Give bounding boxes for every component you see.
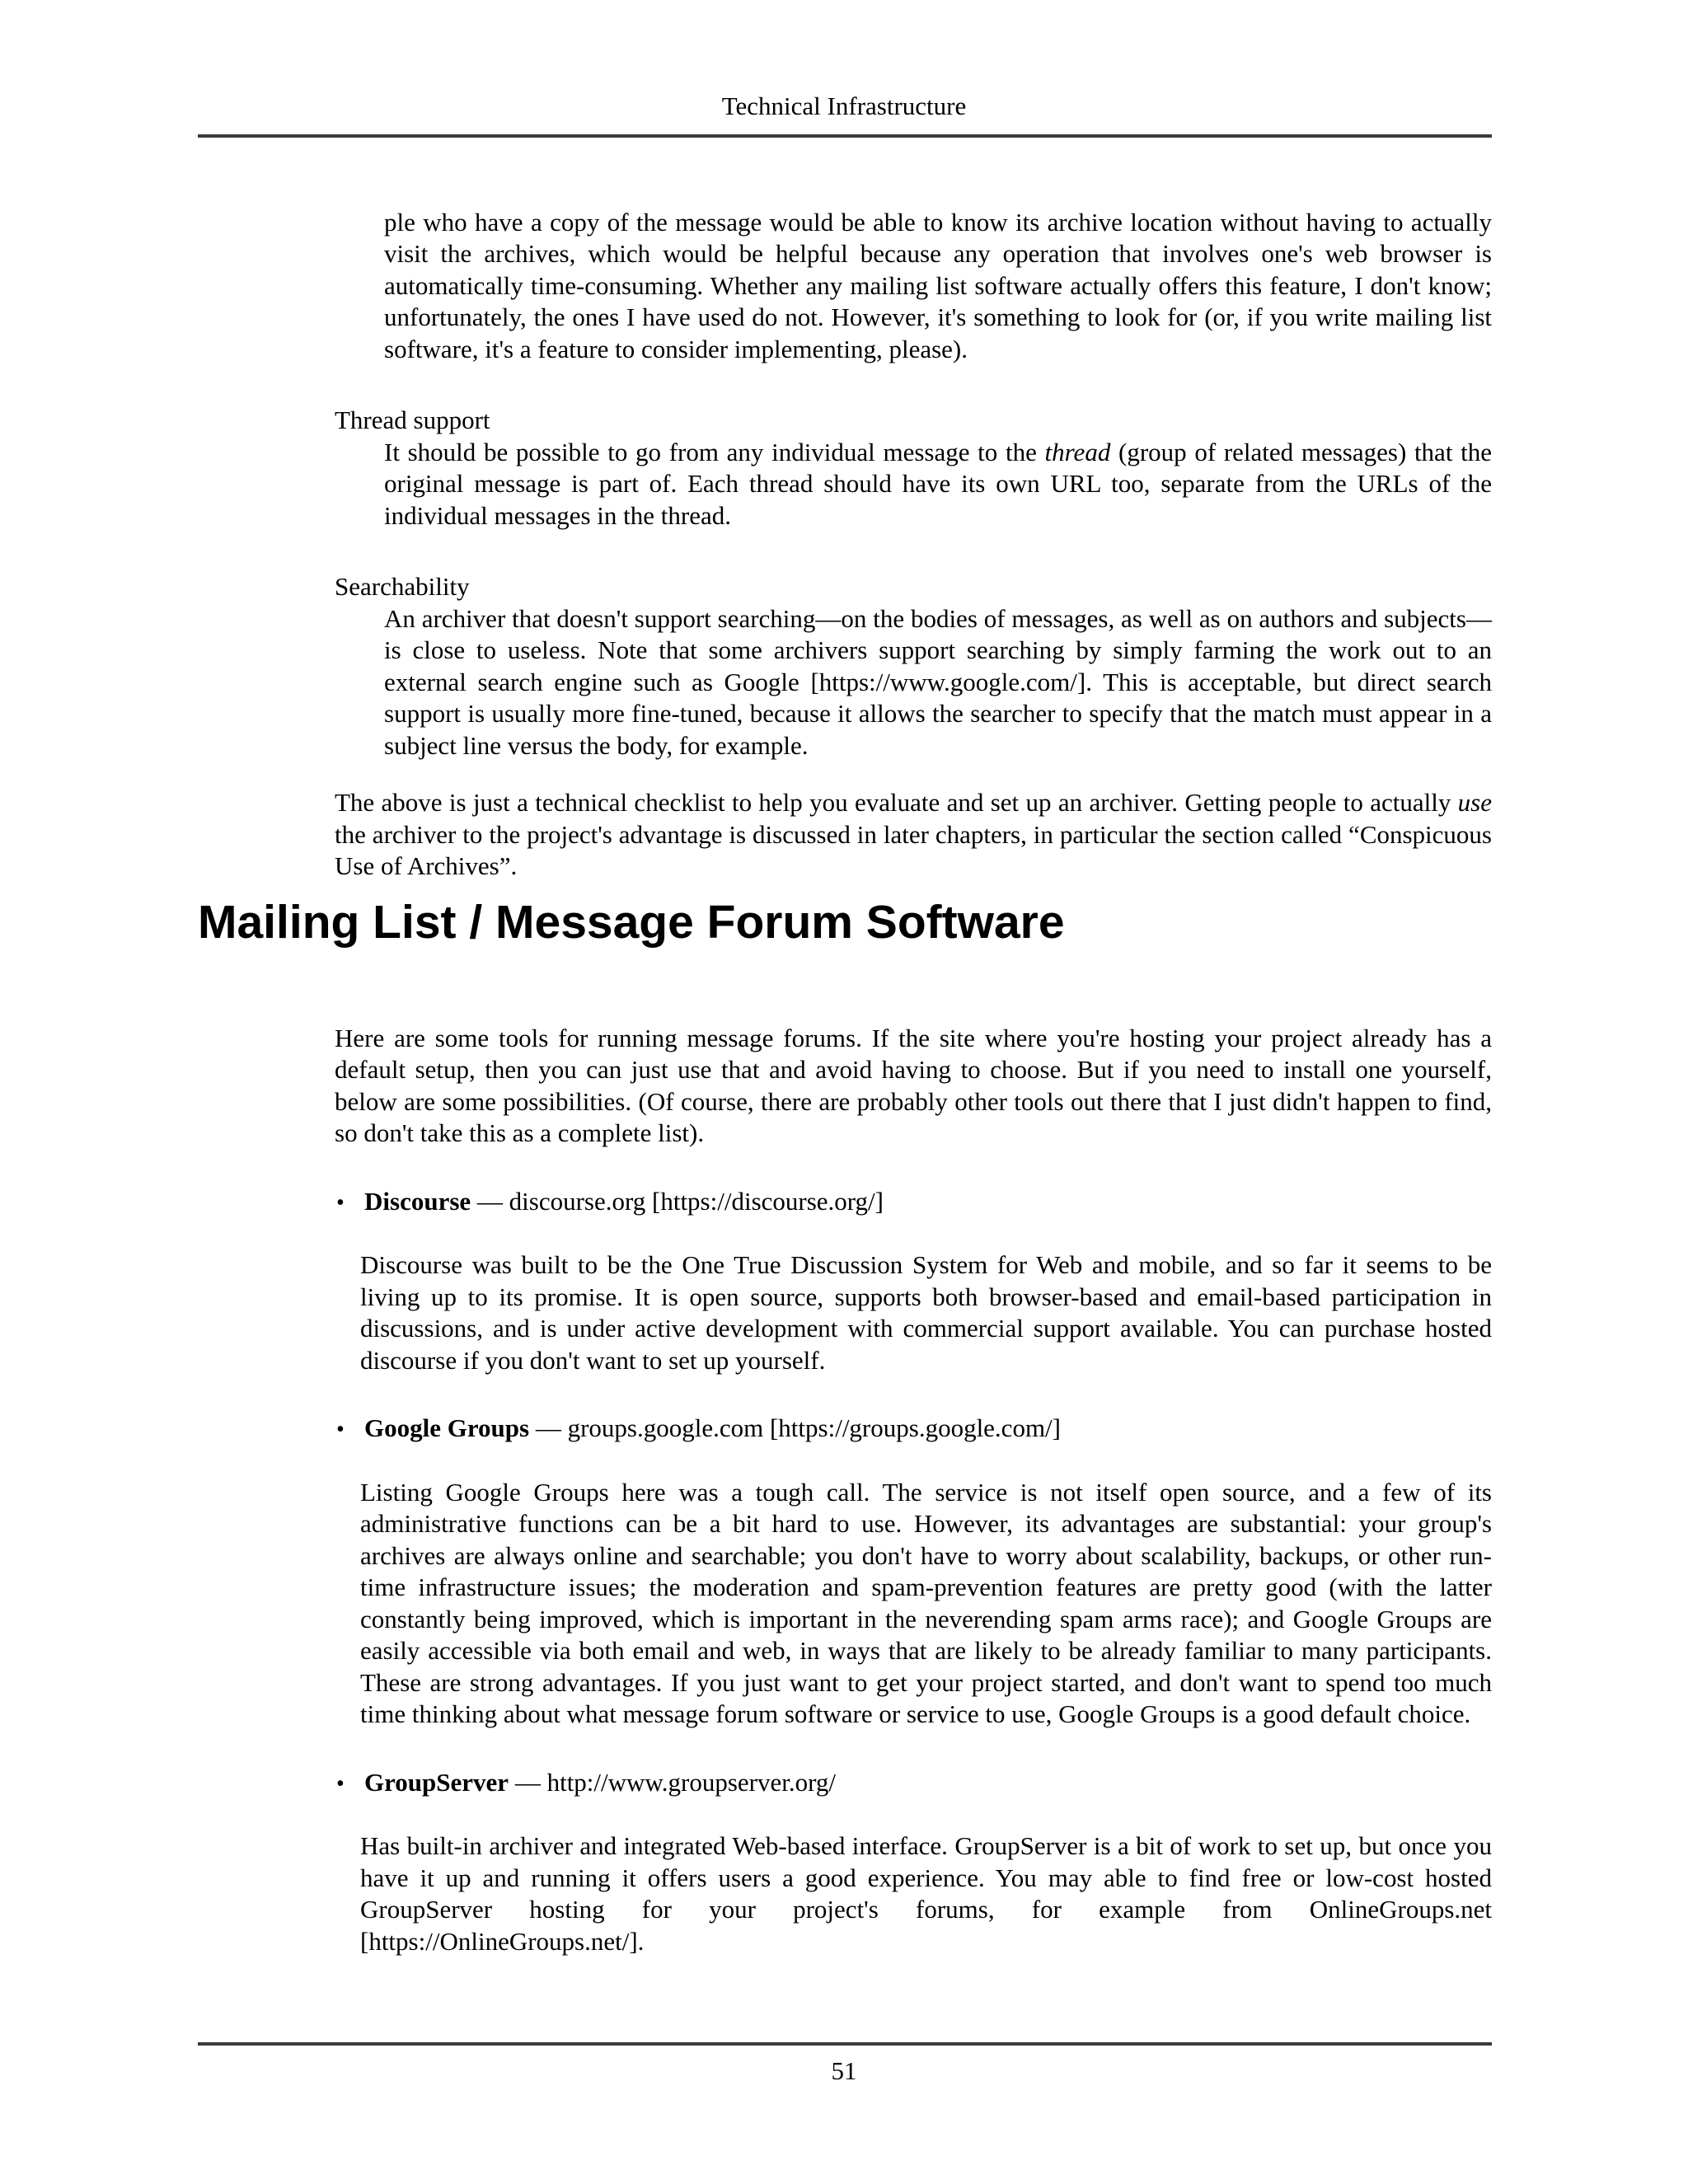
tool-description-discourse: Discourse was built to be the One True Discussion System for Web and mobile, and so far it seems to be living up to its promise. It is open source, supports both browser-based and email-based participation in discussions, and is under active development with commercial support available. You can purchase hosted discourse if you don't want to set up yourself. [360,1250,1492,1375]
tool-name-discourse: Discourse [364,1186,471,1216]
section-heading-mailing-list: Mailing List / Message Forum Software [198,895,1065,949]
thread-support-paragraph [384,437,1492,532]
list-item-discourse [0,1186,1688,1377]
definition-term-searchability: Searchability [335,572,470,601]
use-italic-word: use [1457,788,1492,817]
thread-italic-word: thread [1044,437,1111,466]
tool-name-groupserver: GroupServer [364,1767,509,1797]
forum-intro-paragraph: Here are some tools for running message forums. If the site where you're hosting your project already has a default setup, then you can just use that and avoid having to choose. But if you need to install one yourself, below are some possibilities. (Of course, there are probably other tools out there that I just didn't happen to find, so don't take this as a complete list). [335,1023,1492,1147]
paragraph-archive-location-continuation: ple who have a copy of the message would be able to know its archive location without having to actually visit the archives, which would be helpful because any operation that involves one's web browser is automatically time-consuming. Whether any mailing list software actually offers this feature, I don't know; unfortunately, the ones I have used do not. However, it's something to look for (or, if you write mailing list software, it's a feature to consider implementing, please). [384,207,1492,363]
page-footer [0,2042,1688,2088]
page-header [0,0,1688,138]
page-number: 51 [831,2056,857,2085]
closing-text-after: the archiver to the project's advantage is discussed in later chapters, in particular the section called “Conspicuous Use of Archives”. [335,819,1492,880]
archiver-closing-paragraph [335,787,1492,883]
page-body [0,207,1688,1958]
groupserver-bullet-line [336,1767,1492,1801]
tool-link-discourse: — discourse.org [https://discourse.org/] [471,1186,884,1216]
bullet-icon: • [336,1417,345,1442]
archiver-checklist [0,405,1688,762]
list-item-google-groups [0,1413,1688,1731]
tool-name-google-groups: Google Groups [364,1413,530,1442]
list-item-groupserver [0,1767,1688,1958]
closing-text-before: The above is just a technical checklist to help you evaluate and set up an archiver. Getting people to actually [335,788,1458,817]
google-groups-bullet-line [336,1413,1492,1446]
tool-link-groupserver: — http://www.groupserver.org/ [509,1767,837,1797]
tool-description-google-groups: Listing Google Groups here was a tough call. The service is not itself open source, and a few of its administrative functions can be a bit hard to use. However, its advantages are substantial: your group's archives are always online and searchable; you don't have to worry about scalability, backups, or other run-time infrastructure issues; the moderation and spam-prevention features are pretty good (with the latter constantly being improved, which is important in the neverending spam arms race); and Google Groups are easily accessible via both email and web, in ways that are likely to be already familiar to many participants. These are strong advantages. If you just want to get your project started, and don't want to spend too much time thinking about what message forum software or service to use, Google Groups is a good default choice. [360,1477,1492,1728]
footer-rule [198,2042,1492,2046]
bullet-icon: • [336,1189,345,1216]
tool-description-groupserver: Has built-in archiver and integrated Web-based interface. GroupServer is a bit of work to set up, but once you have it up and running it offers users a good experience. You may able to find free or low-cost hosted GroupServer hosting for your project's forums, for example from OnlineGroups.net [https://OnlineGroups.net/]. [360,1831,1492,1956]
definition-body-thread-support [384,437,1492,532]
thread-support-text-before: It should be possible to go from any individual message to the [384,437,1045,466]
tool-list [0,1186,1688,1958]
header-rule [198,134,1492,138]
page-header-title: Technical Infrastructure [721,91,967,120]
bullet-icon: • [336,1770,345,1797]
searchability-paragraph: An archiver that doesn't support searching—on the bodies of messages, as well as on authors and subjects—is close to useless. Note that some archivers support searching by simply farming the work out to an external search engine such as Google [https://www.google.com/]. This is acceptable, but direct search support is usually more fine-tuned, because it allows the searcher to specify that the match must appear in a subject line versus the body, for example. [384,603,1492,760]
definition-term-thread-support: Thread support [335,405,490,434]
thread-support-text-after: (group of related messages) that the original message is part of. Each thread should have its own URL too, separate from the URLs of the individual messages in the thread. [384,437,1492,530]
definition-body-searchability [384,603,1492,762]
discourse-bullet-line [336,1186,1492,1220]
tool-link-google-groups: — groups.google.com [https://groups.google.com/] [529,1413,1061,1442]
